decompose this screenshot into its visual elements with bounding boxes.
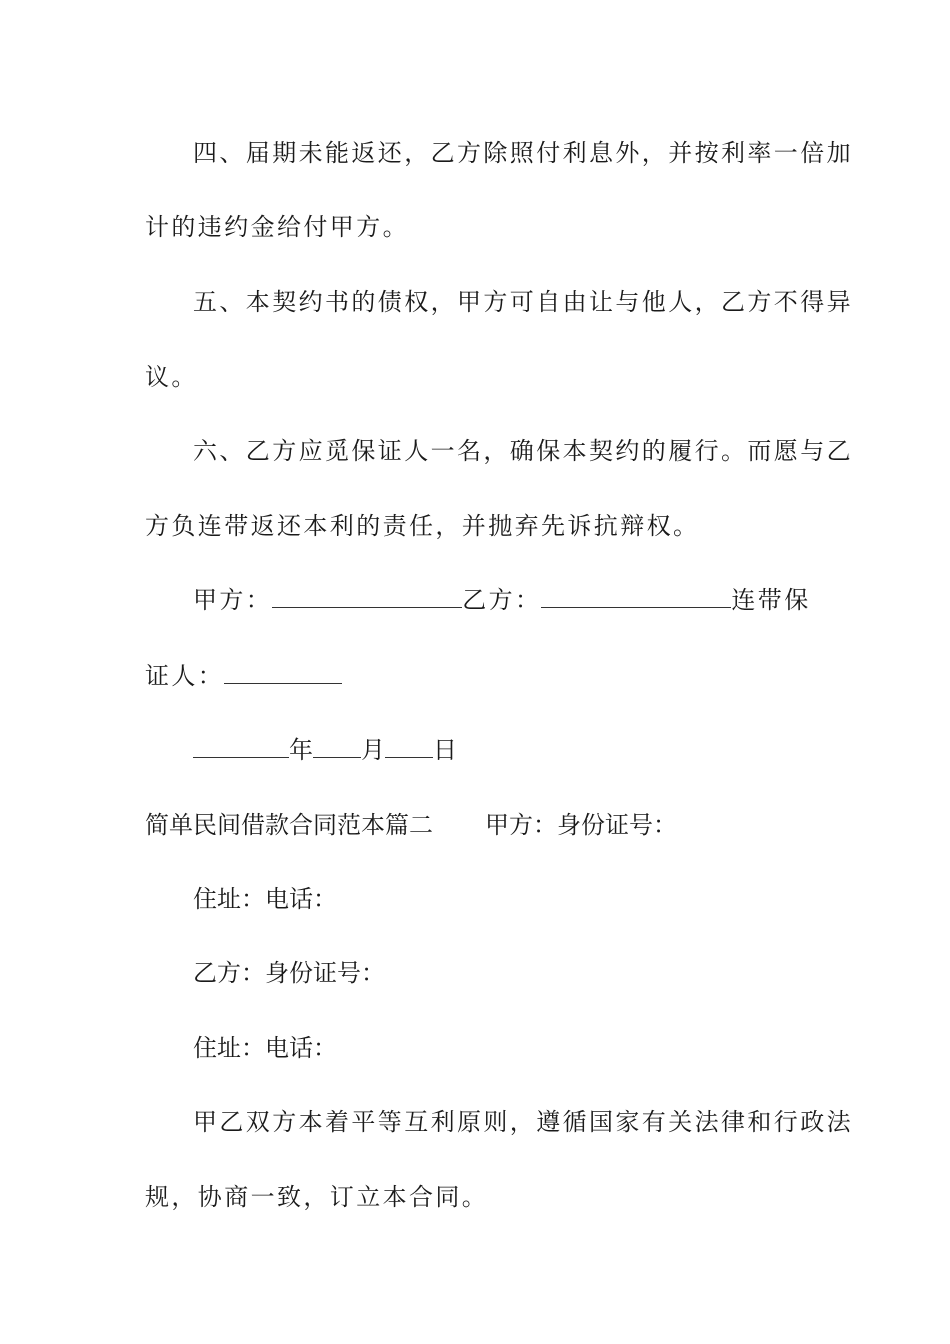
clause-6-line-1: 六、乙方应觅保证人一名，确保本契约的履行。而愿与乙 xyxy=(193,437,853,465)
party-b-blank xyxy=(541,585,731,608)
signature-row xyxy=(193,585,811,615)
date-row xyxy=(193,735,805,765)
month-blank xyxy=(313,735,361,758)
section-2-title: 简单民间借款合同范本篇二 xyxy=(145,811,433,839)
clause-6-line-2: 方负连带返还本利的责任，并抛弃先诉抗辩权。 xyxy=(145,512,700,540)
guarantor-row xyxy=(145,661,805,691)
guarantor-label-part2: 证人： xyxy=(145,662,225,690)
party-a-id-label: 甲方：身份证号： xyxy=(485,811,677,839)
day-label: 日 xyxy=(433,736,457,764)
intro-line-2: 规，协商一致，订立本合同。 xyxy=(145,1183,489,1211)
clause-5-line-1: 五、本契约书的债权，甲方可自由让与他人，乙方不得异 xyxy=(193,288,853,316)
party-a-signature xyxy=(193,585,462,615)
party-b-label: 乙方： xyxy=(462,586,542,614)
party-a-blank xyxy=(272,585,462,608)
clause-5-line-2: 议。 xyxy=(145,363,198,391)
party-b-signature xyxy=(462,585,731,615)
party-b-address-label: 住址：电话： xyxy=(193,1034,337,1062)
party-a-label: 甲方： xyxy=(193,586,273,614)
intro-line-1: 甲乙双方本着平等互利原则，遵循国家有关法律和行政法 xyxy=(193,1108,853,1136)
guarantor-label-part1: 连带保 xyxy=(731,586,811,614)
clause-4-line-1: 四、届期未能返还，乙方除照付利息外，并按利率一倍加 xyxy=(193,139,853,167)
section-2-heading-row xyxy=(145,810,805,840)
year-blank xyxy=(193,735,289,758)
party-b-id-label: 乙方：身份证号： xyxy=(193,959,385,987)
month-label: 月 xyxy=(361,736,385,764)
day-blank xyxy=(385,735,433,758)
clause-4-line-2: 计的违约金给付甲方。 xyxy=(145,213,409,241)
year-label: 年 xyxy=(289,736,313,764)
party-a-address-label: 住址：电话： xyxy=(193,885,337,913)
guarantor-blank xyxy=(224,661,342,684)
